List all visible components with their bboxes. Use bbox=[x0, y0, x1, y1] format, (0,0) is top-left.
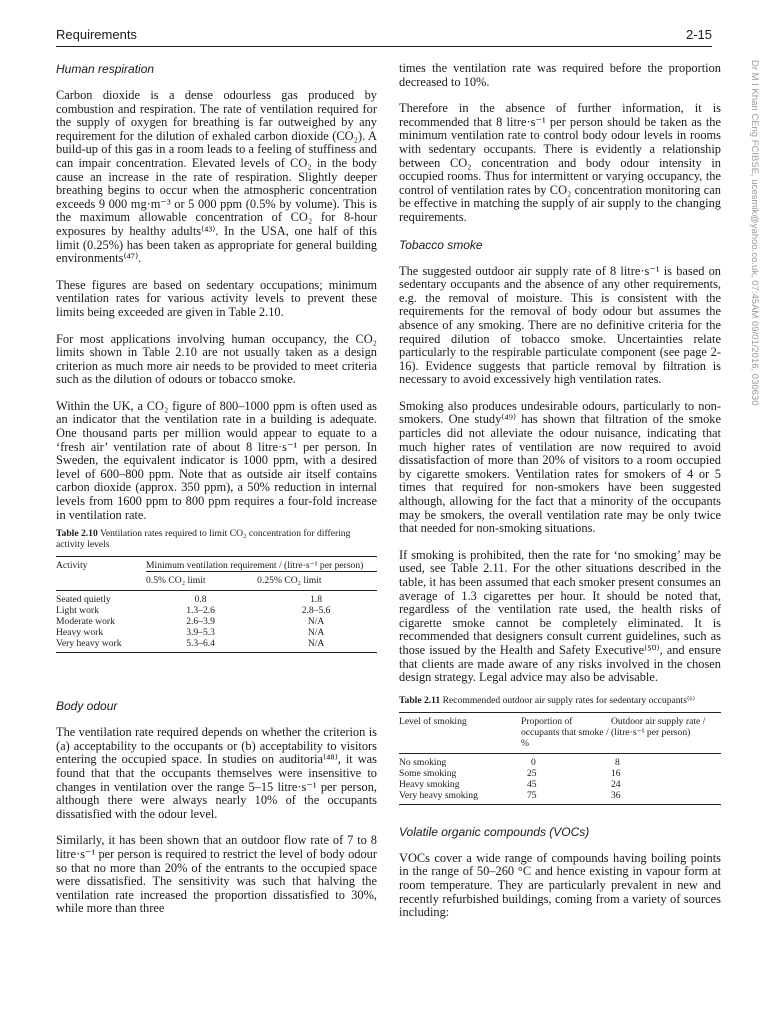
col-header-proportion: Proportion of occupants that smoke / % bbox=[521, 712, 611, 753]
right-column bbox=[399, 62, 721, 933]
paragraph: times the ventilation rate was required before the proportion decreased to 10%. bbox=[399, 61, 721, 89]
table-row: Heavy work 3.9–5.3 N/A bbox=[56, 627, 325, 639]
left-column bbox=[56, 62, 377, 929]
table-label: Table 2.11 bbox=[399, 694, 441, 706]
col-header-group: Minimum ventilation requirement / (litre·s⁻¹ per person) bbox=[146, 557, 377, 572]
table-row: Some smoking 25 16 bbox=[399, 767, 621, 779]
paragraph: For most applications involving human occupancy, the CO₂ limits shown in Table 2.10 are not usually taken as a design criterion as much more air needs to be provided to meet criteria such as the dilution of odours or tobacco smoke. bbox=[56, 331, 377, 387]
col-header-025: 0.25% CO₂ limit bbox=[257, 572, 377, 591]
table-row: Seated quietly 0.8 1.8 bbox=[56, 591, 377, 606]
heading-body-odour: Body odour bbox=[56, 699, 118, 714]
heading-vocs: Volatile organic compounds (VOCs) bbox=[399, 824, 590, 839]
table-row: No smoking 0 8 bbox=[399, 753, 721, 768]
table-2-11-caption bbox=[399, 695, 721, 706]
table-row: Light work 1.3–2.6 2.8–5.6 bbox=[56, 605, 331, 617]
table-row: Very heavy work 5.3–6.4 N/A bbox=[56, 638, 377, 653]
paragraph: If smoking is prohibited, then the rate for ‘no smoking’ may be used, see Table 2.11. For the other situations described in the table, it has been assumed that each smoker present consumes an average of 1.3 cigarettes per hour. It should be noted that, regardless of the ventilation rate used, the health risks of cigarette smoke cannot be completely eliminated. It is recommended that designers consult current guidelines, such as those issued by the Health and Safety Executive⁽⁵⁰⁾, and ensure that clients are made aware of any risks involved in the chosen design strategy. Legal advice may also be advisable. bbox=[399, 547, 721, 685]
watermark-text: Dr M I Khan CEng FCIBSE, ucesmik@yahoo.co.uk, 07:45AM 09/01/2016, 030630 bbox=[749, 60, 760, 406]
table-row: Heavy smoking 45 24 bbox=[399, 778, 621, 790]
table-caption-text: Recommended outdoor air supply rates for sedentary occupants⁽⁶⁾ bbox=[442, 694, 695, 706]
sidebar-watermark bbox=[748, 60, 762, 460]
paragraph: Therefore in the absence of further information, it is recommended that 8 litre·s⁻¹ per person should be taken as the minimum ventilation rate to control body odour levels in rooms with sedentary occupants. There is evidently a relationship between CO₂ concentration and body odour intensity in occupied rooms. Thus for intermittent or varying occupancy, the control of ventilation rates by CO₂ concentration monitoring can be effective in matching the supply of air supply to the changing requirements. bbox=[399, 101, 721, 224]
table-2-11 bbox=[399, 712, 721, 805]
paragraph: The suggested outdoor air supply rate of 8 litre·s⁻¹ is based on sedentary occupants and the absence of any other requirements, e.g. the removal of moisture. This is consistent with the requirements for the removal of body odour but assumes the absence of any smoking. There are no definitive criteria for the required dilution of tobacco smoke. Uncertainties relate particularly to the respirable particulate component (see page 2-16). Evidence suggests that particle removal by filtration is necessary to avoid excessively high ventilation rates. bbox=[399, 263, 721, 387]
table-2-10-caption bbox=[56, 528, 377, 550]
page-number: 2-15 bbox=[685, 27, 712, 42]
paragraph: Carbon dioxide is a dense odourless gas produced by combustion and respiration. The rate of ventilation required for the supply of oxygen for breathing is far outweighed by any requirement for the dilution of exhaled carbon dioxide (CO₂). A build-up of this gas in a room leads to a feeling of stuffiness and can impair concentration. Elevated levels of CO₂ in the body cause an increase in the rate of respiration. Slightly deeper breathing begins to occur when the atmospheric concentration exceeds 9 000 mg·m⁻³ or 5 000 ppm (0.5% by volume). This is the maximum allowable concentration of CO₂ for 8-hour exposures by healthy adults⁽⁴³⁾. In the USA, one half of this limit (0.25%) has been taken as appropriate for general building environments⁽⁴⁷⁾. bbox=[56, 88, 377, 266]
heading-tobacco-smoke: Tobacco smoke bbox=[399, 237, 483, 252]
table-2-10 bbox=[56, 556, 377, 653]
col-header-05: 0.5% CO₂ limit bbox=[146, 572, 257, 591]
paragraph: These figures are based on sedentary occupations; minimum ventilation rates for various activity levels to prevent these limits being exceeded are given in Table 2.10. bbox=[56, 277, 377, 319]
paragraph: The ventilation rate required depends on whether the criterion is (a) acceptability to the occupants or (b) acceptability to visitors entering the occupied space. In studies on auditoria⁽⁴⁸⁾, it was found that that the occupants themselves were insensitive to changes in ventilation over the range 5–15 litre·s⁻¹ per person, although there were always nearly 10% of the occupants dissatisfied with the odour level. bbox=[56, 725, 377, 821]
section-title: Requirements bbox=[56, 27, 137, 42]
table-row: Moderate work 2.6–3.9 N/A bbox=[56, 616, 325, 628]
table-caption-text: Ventilation rates required to limit CO₂ concentration for differing activity levels bbox=[56, 528, 351, 551]
heading-human-respiration: Human respiration bbox=[56, 62, 155, 76]
table-row: Very heavy smoking 75 36 bbox=[399, 790, 721, 805]
table-label: Table 2.10 bbox=[56, 528, 98, 540]
col-header-level: Level of smoking bbox=[399, 712, 521, 753]
paragraph: Smoking also produces undesirable odours, particularly to non-smokers. One study⁽⁴⁹⁾ has shown that filtration of the smoke particles did not alleviate the odour nuisance, indicating that much higher rates of ventilation are now required to avoid dissatisfaction of more than 20% of visitors to a room occupied by cigarette smokers. Ventilation rates for smokers of 4 or 5 times that required for non-smokers have been suggested although, allowing for the fact that a minority of the occupants may be smokers, the overall ventilation rate may be only twice that needed for non-smoking situations. bbox=[399, 398, 721, 536]
paragraph: Within the UK, a CO₂ figure of 800–1000 ppm is often used as an indicator that the ventilation rate in a building is adequate. One thousand parts per million would appear to equate to a ‘fresh air’ ventilation rate of about 8 litre·s⁻¹ per person. In Sweden, the equivalent indicator is 1000 ppm, with a desired level of 600–800 ppm. Note that as outside air itself contains carbon dioxide (approx. 350 ppm), a 50% reduction in internal levels from 1600 ppm to 800 ppm requires a four-fold increase in ventilation rate. bbox=[56, 398, 377, 522]
paragraph: VOCs cover a wide range of compounds having boiling points in the range of 50–260 °C and hence existing in vapour form at room temperature. They are particularly prevalent in new and recently refurbished buildings, coming from a variety of sources including: bbox=[399, 850, 721, 920]
col-header-activity: Activity bbox=[56, 557, 146, 591]
col-header-rate: Outdoor air supply rate / (litre·s⁻¹ per person) bbox=[611, 712, 721, 753]
paragraph: Similarly, it has been shown that an outdoor flow rate of 7 to 8 litre·s⁻¹ per person is required to restrict the level of body odour so that no more than 20% of the entrants to the occupied space were dissatisfied. The sensitivity was such that halving the ventilation rate increased the proportion dissatisfied to 30%, while more than three bbox=[56, 833, 377, 916]
running-header bbox=[56, 24, 712, 47]
